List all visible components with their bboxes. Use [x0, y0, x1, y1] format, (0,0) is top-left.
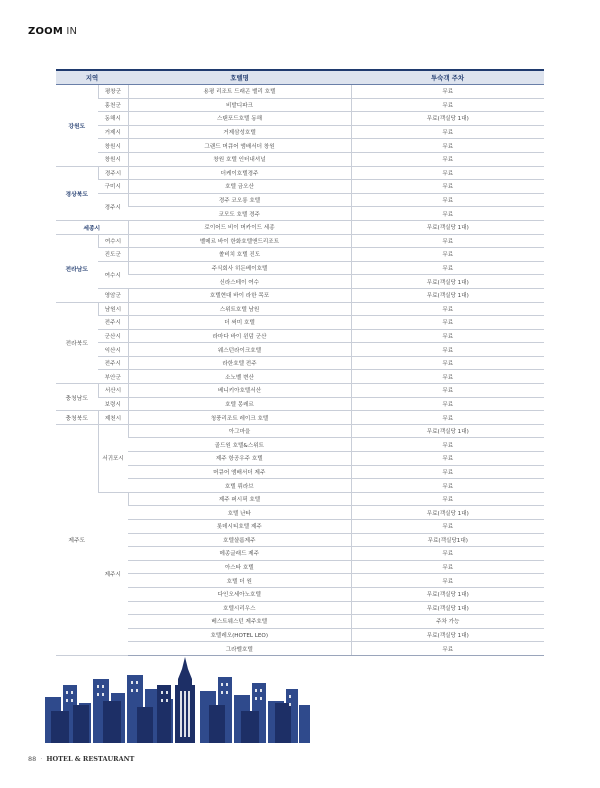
table-row [56, 248, 544, 262]
table-row [56, 329, 544, 343]
city-cell: 제천시 [98, 411, 128, 425]
table-row [56, 560, 544, 574]
city-cell: 남원시 [98, 302, 128, 316]
parking-cell: 무료 [351, 248, 544, 262]
city-cell: 제주시 [98, 492, 128, 655]
parking-cell: 무료 [351, 193, 544, 207]
city-cell: 홍천군 [98, 98, 128, 112]
footer-separator: · [40, 755, 43, 763]
hotel-name-cell: 로이어드 비이 머카이드 세종 [128, 220, 351, 234]
table-row [56, 465, 544, 479]
table-row [56, 492, 544, 506]
parking-cell: 무료(객실당1대) [351, 533, 544, 547]
hotel-name-cell: 호텔레오(HOTEL LEO) [128, 628, 351, 642]
table-row [56, 234, 544, 248]
city-cell: 창원시 [98, 139, 128, 153]
table-row [56, 506, 544, 520]
hotel-name-cell: 메종글래드 제주 [128, 547, 351, 561]
hotel-name-cell: 그라벨호텔 [128, 642, 351, 656]
hotel-name-cell: 호텔 난타 [128, 506, 351, 520]
parking-cell: 무료 [351, 316, 544, 330]
region-cell: 세종시 [56, 220, 128, 234]
table-row [56, 261, 544, 275]
hotel-name-cell: 소노벨 변산 [128, 370, 351, 384]
parking-cell: 무료(객실당 1대) [351, 220, 544, 234]
table-row [56, 180, 544, 194]
parking-cell: 무료(객실당 1대) [351, 506, 544, 520]
table-row [56, 125, 544, 139]
parking-cell: 무료 [351, 452, 544, 466]
table-row [56, 411, 544, 425]
table-row [56, 452, 544, 466]
parking-cell: 무료 [351, 302, 544, 316]
parking-cell: 무료(객실당 1대) [351, 275, 544, 289]
table-row [56, 547, 544, 561]
hotel-name-cell: 롯데시티호텔 제주 [128, 520, 351, 534]
city-cell: 전주시 [98, 316, 128, 330]
hotel-name-cell: 경주 코오롱 호텔 [128, 193, 351, 207]
section-title-bold: ZOOM [28, 26, 64, 37]
parking-cell: 무료 [351, 234, 544, 248]
parking-cell: 무료 [351, 397, 544, 411]
table-row [56, 615, 544, 629]
parking-cell: 무료 [351, 574, 544, 588]
hotel-name-cell: 아그마을 [128, 424, 351, 438]
parking-cell: 무료 [351, 384, 544, 398]
table-row [56, 316, 544, 330]
city-cell: 서산시 [98, 384, 128, 398]
table-row [56, 356, 544, 370]
city-cell: 거제시 [98, 125, 128, 139]
parking-cell: 무료 [351, 139, 544, 153]
region-cell: 전라북도 [56, 302, 98, 384]
hotel-name-cell: 청풍리조트 레이크 호텔 [128, 411, 351, 425]
hotel-parking-table [56, 69, 544, 656]
city-cell: 진도군 [98, 248, 128, 262]
region-cell: 충청남도 [56, 384, 98, 411]
hotel-name-cell: 라한호텔 전주 [128, 356, 351, 370]
column-header-parking: 투숙객 주차 [351, 70, 544, 85]
parking-cell: 무료 [351, 642, 544, 656]
hotel-name-cell: 코모도 호텔 경주 [128, 207, 351, 221]
hotel-name-cell: 주식회사 히든베이호텔 [128, 261, 351, 275]
city-cell: 여수시 [98, 261, 128, 288]
parking-cell: 무료(객실당 1대) [351, 628, 544, 642]
parking-cell: 무료 [351, 560, 544, 574]
table-row [56, 343, 544, 357]
parking-cell: 무료 [351, 438, 544, 452]
hotel-name-cell: 호텔시리우스 [128, 601, 351, 615]
parking-cell: 무료 [351, 85, 544, 99]
hotel-name-cell: 스위트호텔 남원 [128, 302, 351, 316]
parking-cell: 무료 [351, 411, 544, 425]
hotel-name-cell: 더케이호텔경주 [128, 166, 351, 180]
hotel-name-cell: 머큐어 앰배서더 제주 [128, 465, 351, 479]
column-header-region: 지역 [56, 70, 128, 85]
table-row [56, 642, 544, 656]
city-cell: 부안군 [98, 370, 128, 384]
region-cell: 제주도 [56, 424, 98, 655]
parking-cell: 무료 [351, 370, 544, 384]
hotel-name-cell: 호텔샬롬제주 [128, 533, 351, 547]
table-row [56, 152, 544, 166]
hotel-name-cell: 그랜드 머큐어 앰배서더 창원 [128, 139, 351, 153]
hotel-name-cell: 호텔 뤼라브 [128, 479, 351, 493]
hotel-name-cell: 골드원 호텔&스위트 [128, 438, 351, 452]
parking-cell: 무료 [351, 152, 544, 166]
table-row [56, 139, 544, 153]
hotel-name-cell: 신라스테이 여수 [128, 275, 351, 289]
page-footer [28, 755, 134, 763]
parking-cell: 무료(객실당 1대) [351, 587, 544, 601]
section-header [28, 26, 77, 37]
parking-cell: 무료 [351, 125, 544, 139]
section-title-light: IN [66, 26, 78, 37]
table-row [56, 193, 544, 207]
table-row [56, 574, 544, 588]
hotel-name-cell: 호텔 몽레르 [128, 397, 351, 411]
hotel-name-cell: 비발디파크 [128, 98, 351, 112]
table-row [56, 479, 544, 493]
city-cell: 군산시 [98, 329, 128, 343]
parking-cell: 주차 가능 [351, 615, 544, 629]
hotel-name-cell: 더 써미 호텔 [128, 316, 351, 330]
region-cell: 전라남도 [56, 234, 98, 302]
city-cell: 서귀포시 [98, 424, 128, 492]
hotel-name-cell: 거제삼성호텔 [128, 125, 351, 139]
parking-cell: 무료(객실당 1대) [351, 288, 544, 302]
table-row [56, 533, 544, 547]
city-cell: 여수시 [98, 234, 128, 248]
hotel-name-cell: 아스타 호텔 [128, 560, 351, 574]
hotel-name-cell: 스탠포드호텔 동해 [128, 112, 351, 126]
table-row [56, 288, 544, 302]
table-row [56, 302, 544, 316]
table-row [56, 438, 544, 452]
hotel-name-cell: 다인오세아노호텔 [128, 587, 351, 601]
city-cell: 보령시 [98, 397, 128, 411]
hotel-name-cell: 벨메르 바이 한화호텔앤드리조트 [128, 234, 351, 248]
table-row [56, 384, 544, 398]
parking-cell: 무료 [351, 329, 544, 343]
magazine-brand: HOTEL & RESTAURANT [46, 755, 135, 763]
table-row [56, 112, 544, 126]
parking-cell: 무료 [351, 492, 544, 506]
parking-cell: 무료 [351, 547, 544, 561]
city-cell: 동해시 [98, 112, 128, 126]
parking-cell: 무료 [351, 479, 544, 493]
hotel-name-cell: 창원 호텔 인터내셔널 [128, 152, 351, 166]
hotel-name-cell: 용평 리조트 드래곤 밸리 호텔 [128, 85, 351, 99]
city-cell: 전주시 [98, 356, 128, 370]
city-cell: 창원시 [98, 152, 128, 166]
table-row [56, 520, 544, 534]
hotel-name-cell: 제주 항공우주 호텔 [128, 452, 351, 466]
parking-cell: 무료 [351, 166, 544, 180]
table-row [56, 587, 544, 601]
city-cell: 익산시 [98, 343, 128, 357]
city-cell: 영암군 [98, 288, 128, 302]
parking-cell: 무료 [351, 180, 544, 194]
city-cell: 구미시 [98, 180, 128, 194]
city-cell: 경주시 [98, 193, 128, 220]
hotel-name-cell: 베스트웨스턴 제주호텔 [128, 615, 351, 629]
table-row [56, 275, 544, 289]
table-row [56, 370, 544, 384]
parking-cell: 무료 [351, 261, 544, 275]
table-row [56, 166, 544, 180]
table-row [56, 424, 544, 438]
table-header-row [56, 70, 544, 85]
city-skyline-illustration [45, 655, 310, 743]
table-row [56, 601, 544, 615]
region-cell: 경상북도 [56, 166, 98, 220]
region-cell: 충청북도 [56, 411, 98, 425]
city-cell: 평창군 [98, 85, 128, 99]
hotel-name-cell: 호텔 금오산 [128, 180, 351, 194]
parking-cell: 무료 [351, 520, 544, 534]
hotel-name-cell: 쏠비치 호텔 진도 [128, 248, 351, 262]
table-row [56, 628, 544, 642]
table-body [56, 85, 544, 656]
table-row [56, 98, 544, 112]
parking-cell: 무료 [351, 98, 544, 112]
parking-cell: 무료(객실당 1대) [351, 112, 544, 126]
hotel-name-cell: 웨스턴라이크호텔 [128, 343, 351, 357]
hotel-name-cell: 라마다 바이 윈덤 군산 [128, 329, 351, 343]
table-row [56, 397, 544, 411]
table-row [56, 220, 544, 234]
region-cell: 강원도 [56, 85, 98, 167]
parking-cell: 무료(객실당 1대) [351, 601, 544, 615]
hotel-name-cell: 호텔현대 바이 라한 목포 [128, 288, 351, 302]
parking-cell: 무료 [351, 465, 544, 479]
column-header-hotel: 호텔명 [128, 70, 351, 85]
parking-cell: 무료(객실당 1대) [351, 424, 544, 438]
parking-cell: 무료 [351, 343, 544, 357]
table-row [56, 85, 544, 99]
hotel-name-cell: 제주 퍼시픽 호텔 [128, 492, 351, 506]
city-cell: 경주시 [98, 166, 128, 180]
table-row [56, 207, 544, 221]
hotel-name-cell: 호텔 더 원 [128, 574, 351, 588]
page-number: 88 [28, 755, 37, 763]
parking-cell: 무료 [351, 356, 544, 370]
hotel-name-cell: 베니키아호텔서산 [128, 384, 351, 398]
parking-cell: 무료 [351, 207, 544, 221]
